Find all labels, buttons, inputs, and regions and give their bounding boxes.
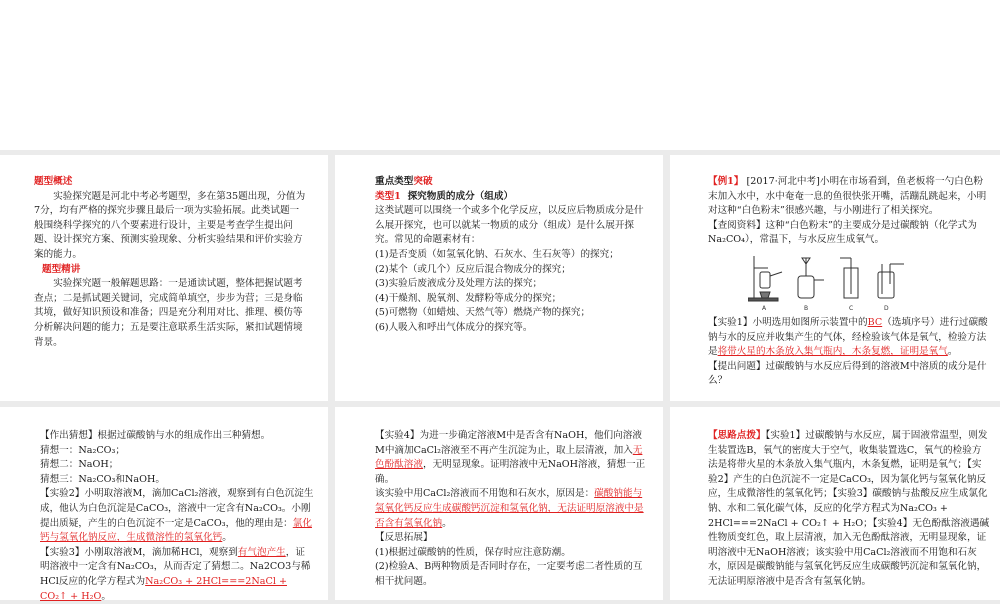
example-text: [2017·河北中考]小明在市场看到，鱼老板将一勺白色粉末加入水中，水中奄奄一息的鱼很快张开嘴，活蹦乱跳起来，小明对这种“白色粉末”很感兴趣，与小刚进行了相关探究。 [708, 176, 987, 217]
apparatus-a [748, 256, 782, 301]
type-label: 类型1 [375, 190, 401, 202]
apparatus-c [840, 258, 858, 298]
lab-apparatus-diagram [748, 254, 928, 312]
analysis-text: 实验探究题一般解题思路：一是通读试题，整体把握试题考查点；二是抓试题关键词，完成简单填空，步步为营；三是身临其境，做好知识预设和准备；四是充分利用对比、推理、模仿等分析解决问题的能力；五是要注意联系生活实际，紧扣试题情境背景。 [34, 278, 303, 348]
list-item: (6)人吸入和呼出气体成分的探究等。 [375, 321, 533, 333]
guess-item: 猜想一：Na₂CO₃； [40, 444, 125, 456]
exp1-answer-2: 将带火星的木条放入集气瓶内，木条复燃，证明是氧气 [717, 346, 948, 358]
extension-item: (2)检验A、B两种物质是否同时存在，一定要考虑二者性质的互相干扰问题。 [375, 561, 643, 587]
tips-label: 【思路点拨】 [708, 430, 766, 441]
apparatus-label: B [804, 304, 809, 312]
exp4-part-a: 【实验4】为进一步确定溶液M中是否含有NaOH，他们向溶液M中滴加CaCl₂溶液至不再产生沉淀为止，取上层清液，加入 [375, 430, 642, 456]
exp3-end: 。 [101, 590, 111, 602]
exp1-part-b: （选填序号）进行过碳酸钠与水的反应并收集产生的气体，经检验该气体是氧气，检验方法是 [708, 316, 988, 358]
extension-item: (1)根据过碳酸钠的性质，保存时应注意防潮。 [375, 546, 571, 558]
guess-title: 【作出猜想】根据过碳酸钠与水的组成作出三种猜想。 [40, 430, 271, 441]
exp4-answer-2: 碳酸钠能与氢氧化钙反应生成碳酸钙沉淀和氢氧化钠，无法证明原溶液中是否含有氢氧化钠 [375, 488, 644, 529]
blank-slide-area [0, 0, 1000, 150]
extension-title: 【反思拓展】 [375, 532, 433, 544]
exp4-part-c: 该实验中用CaCl₂溶液而不用饱和石灰水，原因是： [375, 488, 595, 500]
tips-paragraph [708, 429, 990, 590]
list-item: (3)实验后废液成分及处理方法的探究； [375, 278, 543, 290]
slide-solution-tips[interactable] [670, 407, 1000, 600]
experiment3-text [40, 546, 314, 604]
exp1-answer: BC [867, 316, 883, 328]
experiment4-reason [375, 487, 649, 531]
exp3-answer: 有气泡产生 [237, 546, 286, 558]
exp3-part-b: ，证明溶液中一定含有Na₂CO₃，从而否定了猜想二。Na2CO3与稀HCl反应的化学方程式为 [40, 546, 311, 587]
slide-experiment4[interactable] [335, 407, 663, 600]
exp1-end: 。 [947, 346, 958, 358]
info-text: 【查阅资料】这种“白色粉末”的主要成分是过碳酸钠（化学式为Na₂CO₄），常温下，与水反应生成氧气。 [708, 219, 977, 246]
tips-text: 【实验1】过碳酸钠与水反应，属于固液常温型，则发生装置选B，氧气的密度大于空气，收集装置选C，氧气的检验方法是将带火星的木条放入集气瓶内，木条复燃，证明是氧气；【实验2】产生的白色沉淀不一定是CaCO₃，因为氯化钙与氢氧化钠反应，生成微溶性的氢氧化钙；【实验3】碳酸钠与盐酸反应生成氯化钠、水和二氧化碳气体，反应的化学方程式为Na₂CO₃ + 2HCl===2NaCl + CO₂↑ + H₂O；【实验4】无色酚酞溶液遇碱性物质变红色，取上层清液，加入无色酚酞溶液，无明显现象，证明溶液中无NaOH溶液；该实验中用CaCl₂溶液而不用饱和石灰水，原因是碳酸钠能与氢氧化钙反应生成碳酸钙沉淀和氢氧化钠，无法证明原溶液中是否含有氢氧化钠。 [708, 430, 990, 587]
exp4-part-b: ，无明显现象。证明溶液中无NaOH溶液，猜想一正确。 [375, 459, 646, 485]
slide-key-types[interactable] [335, 155, 663, 401]
list-item: (5)可燃物（如蜡烛、天然气等）燃烧产物的探究； [375, 307, 591, 319]
list-item: (4)干燥剂、脱氧剂、发酵粉等成分的探究； [375, 292, 562, 304]
question-text: 【提出问题】过碳酸钠与水反应后得到的溶液M中溶质的成分是什么？ [708, 360, 987, 387]
list-item: (1)是否变质（如氢氧化钠、石灰水、生石灰等）的探究； [375, 248, 619, 260]
exp2-end: 。 [222, 532, 232, 544]
exp3-equation: Na₂CO₃ + 2HCl===2NaCl + CO₂↑ + H₂O [40, 575, 287, 602]
exp4-end: 。 [442, 517, 452, 529]
type-heading [375, 190, 647, 205]
heading-overview: 题型概述 [34, 176, 73, 187]
slide-overview[interactable] [0, 155, 328, 401]
apparatus-b [798, 258, 824, 298]
experiment2-text [40, 487, 314, 545]
exp3-part-a: 【实验3】小刚取溶液M，滴加稀HCl，观察到 [40, 546, 238, 558]
type-title: 探究物质的成分（组成） [407, 190, 514, 202]
apparatus-label: A [762, 304, 767, 312]
key-types-heading [375, 175, 647, 190]
heading-red: 突破 [413, 176, 433, 187]
example-label: 【例1】 [708, 176, 744, 187]
apparatus-label: D [884, 304, 889, 312]
slide-guesses[interactable] [0, 407, 328, 600]
slide-example[interactable] [670, 155, 1000, 401]
overview-text: 实验探究题是河北中考必考题型，多在第35题出现，分值为7分，均有严格的探究步骤且最后一项为实验拓展。此类试题一般围绕科学探究的八个要素进行设计，主要是考查学生提出问题、设计探究方案、预测实验现象、分析实验结果和评价实验方案的能力。 [34, 190, 306, 260]
exp2-text: 【实验2】小明取溶液M，滴加CaCl₂溶液，观察到有白色沉淀生成，他认为白色沉淀是CaCO₃，溶液中一定含有Na₂CO₃。小刚提出质疑，产生的白色沉淀不一定是CaCO₃，他的理由是： [40, 488, 314, 529]
exp4-answer: 无色酚酞溶液 [375, 444, 643, 471]
guess-item: 猜想三：Na₂CO₃和NaOH。 [40, 473, 165, 485]
exp1-part-a: 【实验1】小明选用如图所示装置中的 [708, 316, 868, 328]
guess-item: 猜想二：NaOH； [40, 459, 119, 471]
heading-black: 重点类型 [375, 176, 414, 187]
exp2-answer: 氯化钙与氢氧化钠反应，生成微溶性的氢氧化钙 [40, 517, 312, 544]
experiment4-text [375, 429, 649, 487]
apparatus-label: C [849, 304, 854, 312]
example-paragraph [708, 175, 990, 219]
list-item: (2)某个（或几个）反应后混合物成分的探究； [375, 263, 571, 275]
apparatus-d [878, 264, 904, 298]
heading-analysis: 题型精讲 [42, 263, 81, 275]
intro-text: 这类试题可以围绕一个或多个化学反应，以反应后物质成分是什么展开探究，也可以就某一物质的成分（组成）是什么展开探究。常见的命题素材有： [375, 205, 644, 246]
experiment1-text [708, 316, 990, 360]
